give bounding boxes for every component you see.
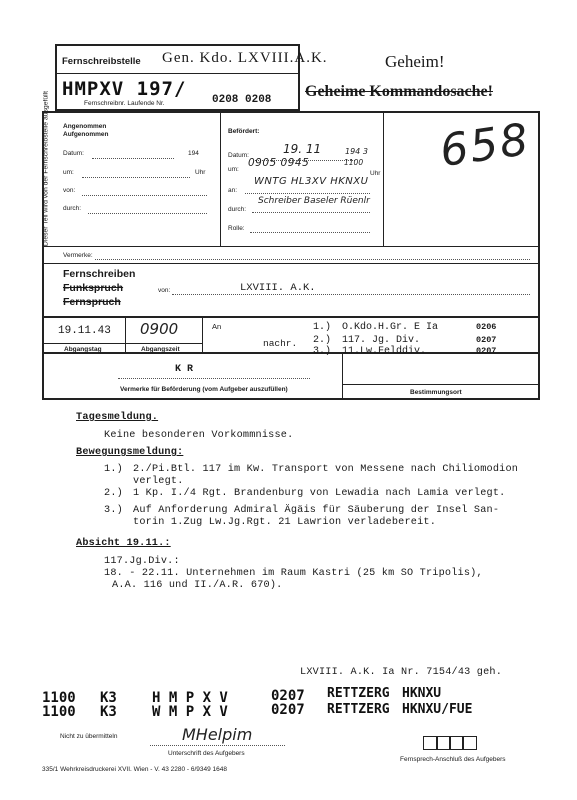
stamp-3b: W M P X V (152, 704, 228, 720)
msg-heading-3: Absicht 19.11.: (76, 538, 171, 549)
message-type-3: Fernspruch (63, 296, 121, 308)
forwarded-to-value: WNTG HL3XV HKNXU (254, 176, 369, 187)
forwarded-by-value: Schreiber Baseler Rüenlr (258, 196, 370, 206)
priority-value: K R (175, 364, 194, 375)
sequence-handwritten: HMPXV 197/ (62, 78, 187, 100)
not-transmit-label: Nicht zu übermitteln (60, 733, 118, 740)
sequence-numbers: 0208 0208 (212, 94, 272, 106)
received-title-2: Aufgenommen (63, 131, 109, 138)
received-title-1: Angenommen (63, 123, 107, 130)
phone-label: Fernsprech-Anschluß des Aufgebers (400, 756, 506, 763)
stamp-5b: RETTZERG (327, 702, 390, 717)
dispatch-to-label: An (212, 322, 222, 331)
stamp-6b: HKNXU/FUE (402, 702, 473, 717)
signer-label: Unterschrift des Aufgebers (168, 750, 245, 757)
forwarded-title: Befördert: (228, 128, 260, 135)
message-type-2: Funkspruch (63, 282, 124, 294)
recipient-1-num: 1.) (313, 322, 332, 333)
forwarded-date-label: Datum: (228, 152, 249, 159)
phone-box-4 (462, 736, 477, 750)
sequence-label: Fernschreibnr. Laufende Nr. (84, 100, 165, 107)
recipient-1-code: 0206 (476, 322, 497, 332)
message-type-1: Fernschreiben (63, 268, 136, 280)
remarks-label: Vermerke: (63, 252, 93, 259)
stamp-4b: 0207 (271, 702, 305, 718)
recipient-2-code: 0207 (476, 335, 497, 345)
destination-label: Bestimmungsort (410, 389, 462, 396)
message-from-label: von: (158, 287, 171, 294)
forwarded-time-unit: Uhr (370, 170, 381, 177)
recipient-1-name: O.Kdo.H.Gr. E Ia (342, 322, 439, 333)
recipient-2-num: 2.) (313, 335, 332, 346)
message-from-value: LXVIII. A.K. (240, 282, 316, 294)
msg-item-3-cont: torin 1.Zug Lw.Jg.Rgt. 21 Lawrion verladebereit. (133, 517, 437, 528)
received-time-unit: Uhr (195, 169, 206, 176)
handwritten-number: 658 (436, 113, 534, 178)
msg-item-1-num: 1.) (104, 464, 123, 475)
msg-heading-1: Tagesmeldung. (76, 412, 159, 423)
dispatch-time-label: Abgangszeit (141, 346, 180, 353)
msg-item-2-text: 1 Kp. I./4 Rgt. Brandenburg von Lewadia nach Lamia verlegt. (133, 488, 506, 499)
received-from-label: von: (63, 187, 76, 194)
msg-item-1-text: 2./Pi.Btl. 117 im Kw. Transport von Messene nach Chiliomodion (133, 464, 519, 475)
signature-ref: LXVIII. A.K. Ia Nr. 7154/43 geh. (300, 667, 503, 678)
dispatch-date-label: Abgangstag (64, 346, 102, 353)
recipient-3-name: 11.Lw.Felddiv. (342, 346, 427, 357)
stamp-6a: HKNXU (402, 686, 442, 701)
msg-intent-unit: 117.Jg.Div.: (104, 556, 180, 567)
stamp-4a: 0207 (271, 688, 305, 704)
received-by-label: durch: (63, 205, 82, 212)
stamp-2b: K3 (100, 704, 117, 720)
stamp-5a: RETTZERG (327, 686, 390, 701)
stamp-1b: 1100 (42, 704, 76, 720)
stamp-1a: 1100 (42, 690, 76, 706)
stamp-2a: K3 (100, 690, 117, 706)
forwarded-year-value: 194 3 (345, 147, 368, 156)
received-year: 194 (188, 150, 199, 157)
msg-item-3-text: Auf Anforderung Admiral Ägäis für Säuberung der Insel San- (133, 505, 500, 516)
signer-signature: MHelpim (182, 725, 253, 744)
side-note: Dieser Teil wird von der Fernschreibstelle ausgefüllt (42, 90, 50, 247)
forwarded-time-label: um: (228, 166, 239, 173)
stamp-3a: H M P X V (152, 690, 228, 706)
forwarded-to-label: an: (228, 187, 238, 194)
dispatch-nachr-label: nachr. (263, 338, 298, 349)
priority-label: Vermerke für Beförderung (vom Aufgeber auszufüllen) (120, 386, 288, 393)
priority-box (42, 354, 540, 400)
msg-item-1-cont: verlegt. (133, 476, 184, 487)
msg-intent-1: 18. - 22.11. Unternehmen im Raum Kastri (25 km SO Tripolis), (104, 568, 483, 579)
station-value: Gen. Kdo. LXVIII.A.K. (162, 50, 328, 66)
recipient-3-num: 3.) (313, 346, 332, 357)
msg-item-3-num: 3.) (104, 505, 123, 516)
forwarded-date-value: 19. 11 (283, 142, 322, 156)
dispatch-time: 0900 (140, 320, 179, 338)
dispatch-date: 19.11.43 (58, 325, 111, 337)
secret-label: Geheim! (385, 52, 445, 71)
msg-intent-2: A.A. 116 und II./A.R. 670). (112, 580, 283, 591)
forwarded-role-label: Rolle: (228, 225, 245, 232)
received-date-label: Datum: (63, 150, 84, 157)
msg-heading-2: Bewegungsmeldung: (76, 447, 184, 458)
printer-line: 335/1 Wehrkreisdruckerei XVII. Wien - V. 43 2280 - 6/9349 1648 (42, 766, 227, 773)
secret-command: Geheime Kommandosache! (305, 83, 493, 100)
recipient-2-name: 117. Jg. Div. (342, 335, 421, 346)
forwarded-time-value: 0905 0945 (248, 157, 310, 169)
msg-line-1: Keine besonderen Vorkommnisse. (104, 430, 294, 441)
forwarded-time-extra: 1100 (344, 158, 364, 167)
received-time-label: um: (63, 169, 74, 176)
station-label: Fernschreibstelle (62, 56, 141, 67)
forwarded-by-label: durch: (228, 206, 247, 213)
msg-item-2-num: 2.) (104, 488, 123, 499)
recipient-3-code: 0207 (476, 346, 497, 356)
